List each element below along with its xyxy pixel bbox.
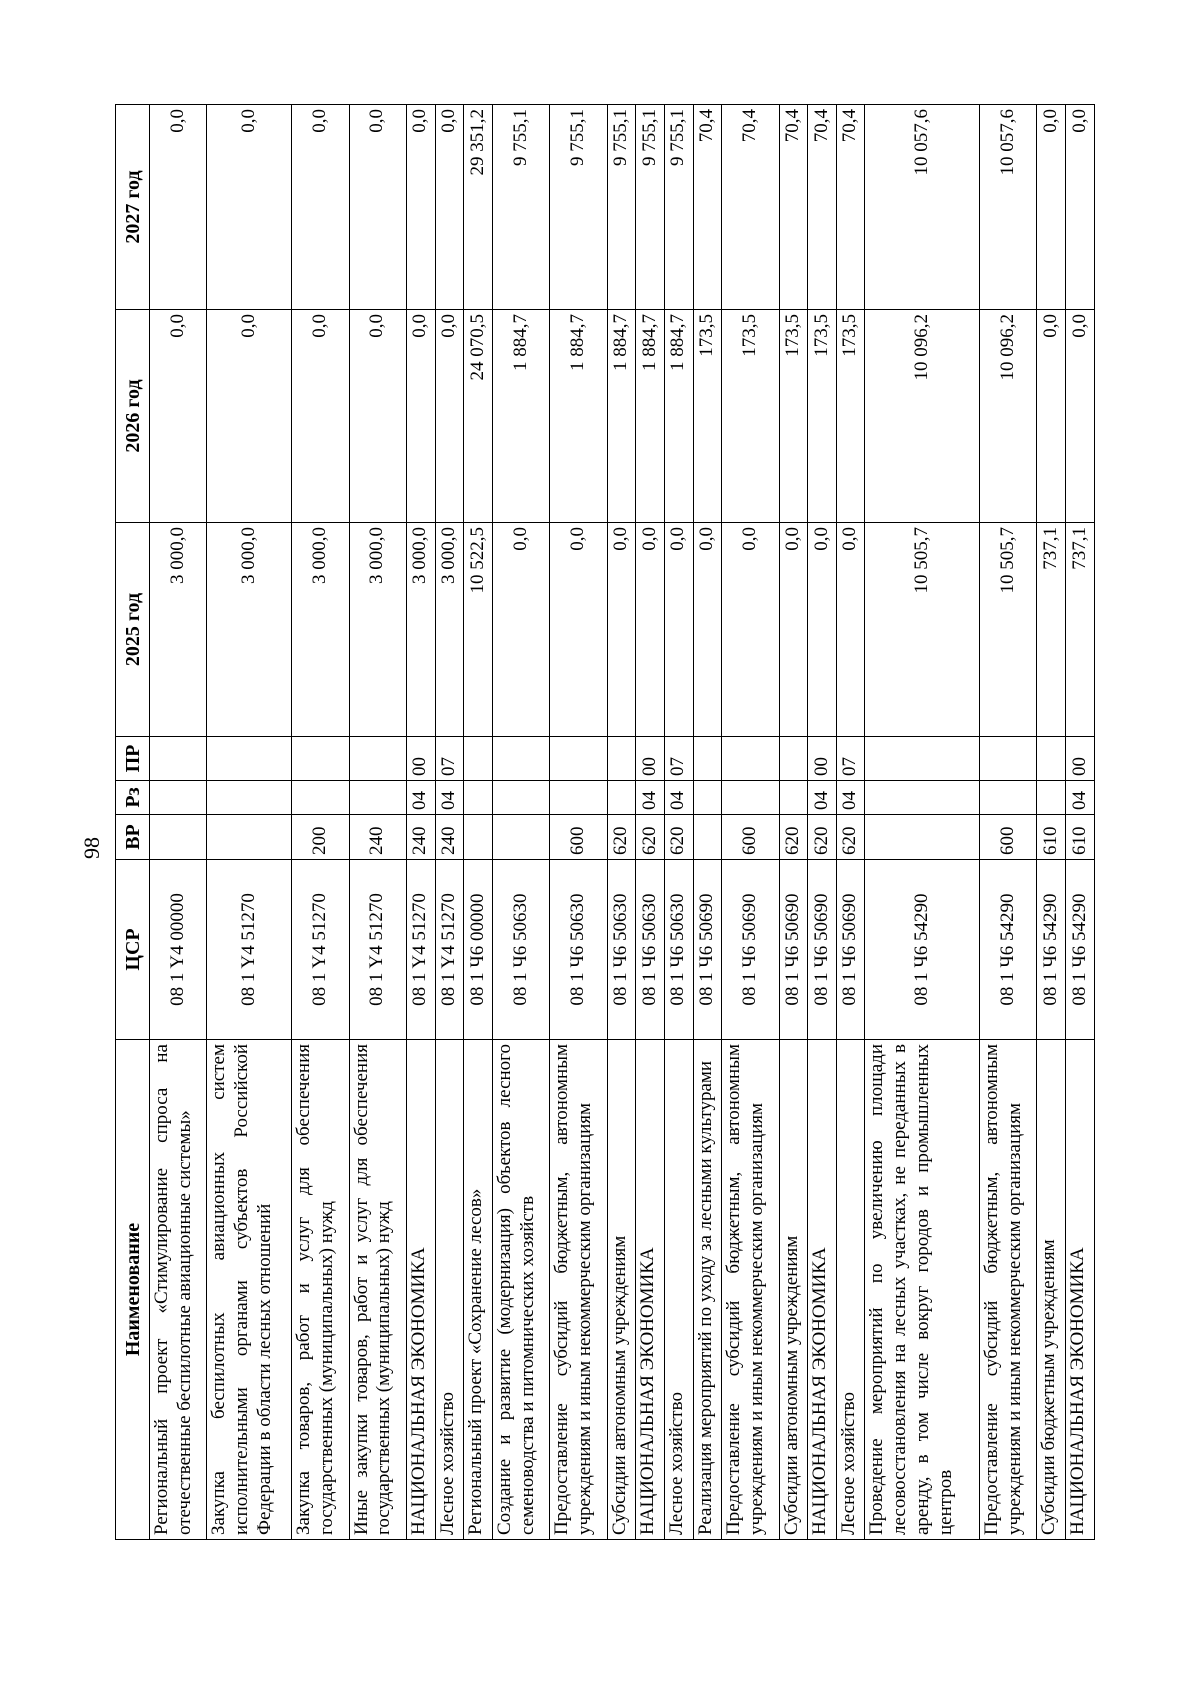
row-csr: 08 1 Y4 00000 [150, 860, 207, 1040]
row-value-2027: 29 351,2 [464, 105, 493, 310]
row-name: Лесное хозяйство [836, 1040, 865, 1540]
row-value-2025: 0,0 [693, 523, 722, 737]
row-value-2026: 10 096,2 [980, 310, 1037, 523]
row-value-2027: 0,0 [1066, 105, 1095, 310]
budget-table [115, 104, 1095, 1540]
row-csr: 08 1 Y4 51270 [207, 860, 292, 1040]
row-pr [693, 737, 722, 781]
row-csr: 08 1 Y4 51270 [349, 860, 406, 1040]
row-rz [464, 781, 493, 815]
header-name: Наименование [116, 1040, 150, 1540]
row-value-2025: 3 000,0 [435, 523, 464, 737]
row-pr [550, 737, 607, 781]
row-name: Региональный проект «Сохранение лесов» [464, 1040, 493, 1540]
row-name: НАЦИОНАЛЬНАЯ ЭКОНОМИКА [636, 1040, 665, 1540]
row-name: Предоставление субсидий бюджетным, автономным учреждениям и иным некоммерческим организациям [980, 1040, 1037, 1540]
row-pr [980, 737, 1037, 781]
row-csr: 08 1 Ч6 50630 [607, 860, 636, 1040]
row-value-2026: 173,5 [808, 310, 837, 523]
row-vr: 240 [406, 815, 435, 860]
row-name: Предоставление субсидий бюджетным, автономным учреждениям и иным некоммерческим организациям [722, 1040, 779, 1540]
row-csr: 08 1 Ч6 54290 [865, 860, 980, 1040]
row-value-2026: 173,5 [836, 310, 865, 523]
header-vr: ВР [116, 815, 150, 860]
table-row [435, 105, 464, 1540]
row-value-2025: 0,0 [836, 523, 865, 737]
row-name: Предоставление субсидий бюджетным, автономным учреждениям и иным некоммерческим организациям [550, 1040, 607, 1540]
row-name: НАЦИОНАЛЬНАЯ ЭКОНОМИКА [808, 1040, 837, 1540]
row-vr: 600 [550, 815, 607, 860]
table-row [607, 105, 636, 1540]
row-csr: 08 1 Ч6 50690 [836, 860, 865, 1040]
row-pr: 00 [808, 737, 837, 781]
row-pr [207, 737, 292, 781]
row-name: Закупка беспилотных авиационных систем исполнительными органами субъектов Российской Федерации в области лесных отношений [207, 1040, 292, 1540]
table-header-row [116, 105, 150, 1540]
row-value-2026: 0,0 [435, 310, 464, 523]
row-name: НАЦИОНАЛЬНАЯ ЭКОНОМИКА [1066, 1040, 1095, 1540]
table-row [636, 105, 665, 1540]
header-rz: Рз [116, 781, 150, 815]
row-rz [150, 781, 207, 815]
row-pr [492, 737, 549, 781]
row-rz: 04 [406, 781, 435, 815]
table-row [406, 105, 435, 1540]
row-pr [150, 737, 207, 781]
row-value-2025: 3 000,0 [207, 523, 292, 737]
row-value-2026: 10 096,2 [865, 310, 980, 523]
row-csr: 08 1 Ч6 50630 [664, 860, 693, 1040]
row-value-2027: 0,0 [406, 105, 435, 310]
row-name: Субсидии бюджетным учреждениям [1037, 1040, 1066, 1540]
header-pr: ПР [116, 737, 150, 781]
row-value-2027: 70,4 [779, 105, 808, 310]
table-row [1066, 105, 1095, 1540]
row-csr: 08 1 Y4 51270 [292, 860, 349, 1040]
row-value-2026: 173,5 [722, 310, 779, 523]
row-name: Субсидии автономным учреждениям [607, 1040, 636, 1540]
row-value-2025: 10 505,7 [865, 523, 980, 737]
row-csr: 08 1 Ч6 50630 [492, 860, 549, 1040]
row-csr: 08 1 Ч6 50630 [636, 860, 665, 1040]
row-vr [865, 815, 980, 860]
page-number: 98 [79, 837, 104, 859]
table-row [207, 105, 292, 1540]
row-vr: 620 [664, 815, 693, 860]
row-pr: 07 [836, 737, 865, 781]
table-row [150, 105, 207, 1540]
row-value-2027: 0,0 [435, 105, 464, 310]
row-name: Создание и развитие (модернизация) объектов лесного семеноводства и питомнических хозяйств [492, 1040, 549, 1540]
row-vr: 620 [607, 815, 636, 860]
row-rz: 04 [664, 781, 693, 815]
row-pr [292, 737, 349, 781]
row-name: Региональный проект «Стимулирование спроса на отечественные беспилотные авиационные системы» [150, 1040, 207, 1540]
row-rz [722, 781, 779, 815]
row-value-2025: 0,0 [722, 523, 779, 737]
table-body [150, 105, 1095, 1540]
row-value-2025: 3 000,0 [292, 523, 349, 737]
table-row [349, 105, 406, 1540]
row-name: Субсидии автономным учреждениям [779, 1040, 808, 1540]
table-row [980, 105, 1037, 1540]
row-value-2027: 70,4 [722, 105, 779, 310]
row-value-2027: 0,0 [207, 105, 292, 310]
row-vr: 610 [1037, 815, 1066, 860]
table-row [693, 105, 722, 1540]
row-value-2025: 10 505,7 [980, 523, 1037, 737]
row-rz: 04 [808, 781, 837, 815]
row-value-2026: 1 884,7 [636, 310, 665, 523]
row-pr [464, 737, 493, 781]
header-csr: ЦСР [116, 860, 150, 1040]
row-vr: 620 [808, 815, 837, 860]
row-name: Иные закупки товаров, работ и услуг для обеспечения государственных (муниципальных) нужд [349, 1040, 406, 1540]
row-value-2026: 173,5 [693, 310, 722, 523]
row-value-2027: 9 755,1 [607, 105, 636, 310]
row-pr: 07 [664, 737, 693, 781]
row-pr: 00 [406, 737, 435, 781]
row-rz [207, 781, 292, 815]
row-value-2025: 0,0 [779, 523, 808, 737]
row-value-2027: 0,0 [349, 105, 406, 310]
header-2025: 2025 год [116, 523, 150, 737]
row-value-2027: 10 057,6 [980, 105, 1037, 310]
row-value-2027: 10 057,6 [865, 105, 980, 310]
row-value-2026: 24 070,5 [464, 310, 493, 523]
row-vr: 200 [292, 815, 349, 860]
row-vr [492, 815, 549, 860]
row-value-2027: 70,4 [836, 105, 865, 310]
row-value-2025: 3 000,0 [150, 523, 207, 737]
row-value-2027: 0,0 [150, 105, 207, 310]
table-row [779, 105, 808, 1540]
row-rz: 04 [435, 781, 464, 815]
row-name: Лесное хозяйство [435, 1040, 464, 1540]
row-value-2025: 3 000,0 [406, 523, 435, 737]
table-row [836, 105, 865, 1540]
row-value-2026: 0,0 [1037, 310, 1066, 523]
row-value-2026: 0,0 [292, 310, 349, 523]
row-pr [779, 737, 808, 781]
row-value-2027: 9 755,1 [492, 105, 549, 310]
row-value-2025: 0,0 [492, 523, 549, 737]
row-rz [865, 781, 980, 815]
table-row [492, 105, 549, 1540]
row-csr: 08 1 Ч6 50690 [693, 860, 722, 1040]
row-csr: 08 1 Ч6 54290 [1037, 860, 1066, 1040]
row-pr: 00 [636, 737, 665, 781]
row-value-2026: 173,5 [779, 310, 808, 523]
row-pr: 00 [1066, 737, 1095, 781]
row-name: Реализация мероприятий по уходу за лесными культурами [693, 1040, 722, 1540]
row-rz [607, 781, 636, 815]
row-rz [349, 781, 406, 815]
row-csr: 08 1 Ч6 50690 [779, 860, 808, 1040]
row-value-2026: 1 884,7 [607, 310, 636, 523]
row-vr: 600 [980, 815, 1037, 860]
table-row [664, 105, 693, 1540]
row-value-2025: 737,1 [1066, 523, 1095, 737]
row-value-2025: 0,0 [664, 523, 693, 737]
row-rz [550, 781, 607, 815]
table-row [292, 105, 349, 1540]
row-pr [607, 737, 636, 781]
row-rz [693, 781, 722, 815]
row-vr: 240 [435, 815, 464, 860]
row-value-2025: 0,0 [808, 523, 837, 737]
row-rz: 04 [1066, 781, 1095, 815]
row-pr [349, 737, 406, 781]
row-csr: 08 1 Ч6 00000 [464, 860, 493, 1040]
rotated-page-content [115, 105, 1095, 1540]
row-vr: 620 [836, 815, 865, 860]
table-row [550, 105, 607, 1540]
row-pr [865, 737, 980, 781]
row-value-2027: 0,0 [1037, 105, 1066, 310]
row-value-2026: 1 884,7 [492, 310, 549, 523]
row-rz [980, 781, 1037, 815]
table-row [722, 105, 779, 1540]
row-value-2025: 10 522,5 [464, 523, 493, 737]
row-pr [1037, 737, 1066, 781]
row-csr: 08 1 Y4 51270 [406, 860, 435, 1040]
row-name: Проведение мероприятий по увеличению площади лесовосстановления на лесных участках, не переданных в аренду, в том числе вокруг городов и промышленных центров [865, 1040, 980, 1540]
row-csr: 08 1 Ч6 50690 [722, 860, 779, 1040]
table-row [464, 105, 493, 1540]
row-vr: 240 [349, 815, 406, 860]
row-vr [150, 815, 207, 860]
row-value-2025: 0,0 [636, 523, 665, 737]
row-csr: 08 1 Y4 51270 [435, 860, 464, 1040]
row-rz [492, 781, 549, 815]
row-rz: 04 [836, 781, 865, 815]
row-vr: 620 [779, 815, 808, 860]
row-vr: 600 [722, 815, 779, 860]
row-vr [693, 815, 722, 860]
header-2026: 2026 год [116, 310, 150, 523]
row-value-2025: 0,0 [550, 523, 607, 737]
row-rz [1037, 781, 1066, 815]
row-value-2027: 0,0 [292, 105, 349, 310]
row-value-2027: 9 755,1 [550, 105, 607, 310]
row-rz: 04 [636, 781, 665, 815]
row-csr: 08 1 Ч6 50630 [550, 860, 607, 1040]
row-value-2026: 1 884,7 [550, 310, 607, 523]
table-row [865, 105, 980, 1540]
row-value-2027: 9 755,1 [636, 105, 665, 310]
row-pr: 07 [435, 737, 464, 781]
row-value-2026: 0,0 [207, 310, 292, 523]
row-name: НАЦИОНАЛЬНАЯ ЭКОНОМИКА [406, 1040, 435, 1540]
row-pr [722, 737, 779, 781]
row-value-2027: 70,4 [808, 105, 837, 310]
table-row [1037, 105, 1066, 1540]
row-csr: 08 1 Ч6 50690 [808, 860, 837, 1040]
row-value-2025: 0,0 [607, 523, 636, 737]
row-name: Лесное хозяйство [664, 1040, 693, 1540]
row-value-2027: 9 755,1 [664, 105, 693, 310]
row-vr: 620 [636, 815, 665, 860]
row-csr: 08 1 Ч6 54290 [980, 860, 1037, 1040]
row-vr [207, 815, 292, 860]
table-row [808, 105, 837, 1540]
row-value-2026: 0,0 [349, 310, 406, 523]
row-value-2025: 3 000,0 [349, 523, 406, 737]
row-rz [779, 781, 808, 815]
header-2027: 2027 год [116, 105, 150, 310]
row-vr [464, 815, 493, 860]
row-value-2026: 0,0 [1066, 310, 1095, 523]
row-csr: 08 1 Ч6 54290 [1066, 860, 1095, 1040]
row-name: Закупка товаров, работ и услуг для обеспечения государственных (муниципальных) нужд [292, 1040, 349, 1540]
row-value-2025: 737,1 [1037, 523, 1066, 737]
row-rz [292, 781, 349, 815]
row-value-2026: 1 884,7 [664, 310, 693, 523]
row-vr: 610 [1066, 815, 1095, 860]
row-value-2026: 0,0 [406, 310, 435, 523]
row-value-2027: 70,4 [693, 105, 722, 310]
row-value-2026: 0,0 [150, 310, 207, 523]
